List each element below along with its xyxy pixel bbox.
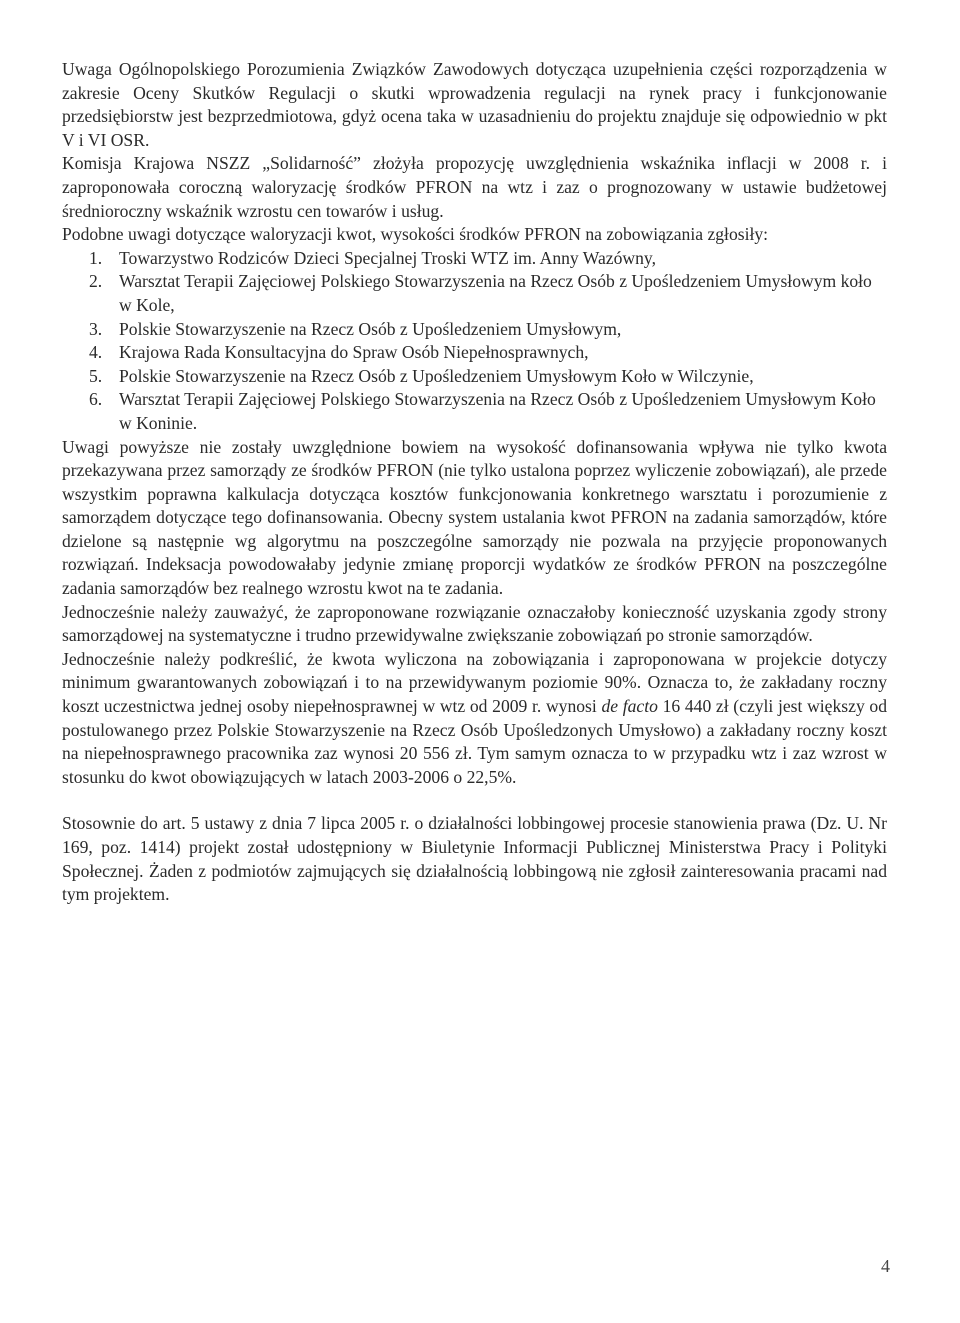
list-item [62,270,887,317]
document-body [62,58,887,907]
defacto-text-after: 16 440 zł (czyli jest większy od postulowanego przez Polskie Stowarzyszenie na Rzecz Osób Upośledzonych Umysłowo) a zakładany roczny koszt na niepełnosprawnego pracownika zaz wynosi 20 556 zł. Tym samym oznacza to w przypadku wtz i zaz wzrost w stosunku do kwot obowiązujących w latach 2003-2006 o 22,5%. [62,696,888,787]
list-item-text: Towarzystwo Rodziców Dzieci Specjalnej Troski WTZ im. Anny Wazówny, [119,247,656,268]
paragraph-local-government-consent: Jednocześnie należy zauważyć, że zaproponowane rozwiązanie oznaczałoby konieczność uzyskania zgody strony samorządowej na systematyczne i trudno przewidywalne zwiększanie zobowiązań po stronie samorządów. [62,601,887,646]
defacto-text-before: Jednocześnie należy podkreślić, że kwota wyliczona na zobowiązania i zaproponowana w projekcie dotyczy minimum gwarantowanych zobowiązań i to na przewidywanym poziomie 90%. Oznacza to, że zakładany roczny koszt uczestnictwa jednej osoby niepełnosprawnej w wtz od 2009 r. wynosi [62,648,887,717]
paragraph-similar-remarks: Podobne uwagi dotyczące waloryzacji kwot, wysokości środków PFRON na zobowiązania zgłosiły: [62,224,769,245]
list-item [62,365,887,389]
list-number: 6. [89,389,103,410]
list-item [62,247,887,271]
defacto-italic: de facto [601,696,658,717]
list-item [62,388,887,435]
list-item [62,341,887,365]
list-number: 3. [89,318,103,339]
list-item-text: Polskie Stowarzyszenie na Rzecz Osób z Upośledzeniem Umysłowym Koło w Wilczynie, [119,365,754,386]
list-item-text: Polskie Stowarzyszenie na Rzecz Osób z Upośledzeniem Umysłowym, [119,318,622,339]
list-number: 1. [89,247,103,268]
paragraph-spacer [62,789,887,812]
list-item [62,318,887,342]
paragraph-opzz-remark: Uwaga Ogólnopolskiego Porozumienia Związków Zawodowych dotycząca uzupełnienia części rozporządzenia w zakresie Oceny Skutków Regulacji o skutki wprowadzenia regulacji na rynek pracy i funkcjonowanie przedsiębiorstw jest bezprzedmiotowa, gdyż ocena taka w uzasadnieniu do projektu znajduje się odpowiednio w pkt V i VI OSR. [62,59,887,150]
list-item-text: Krajowa Rada Konsultacyjna do Spraw Osób Niepełnosprawnych, [119,342,589,363]
list-number: 5. [89,365,103,386]
list-number: 2. [89,271,103,292]
paragraph-solidarnosc-proposal: Komisja Krajowa NSZZ „Solidarność” złożyła propozycję uwzględnienia wskaźnika inflacji w 2008 r. i zaproponowała coroczną waloryzację środków PFRON na wtz i zaz o prognozowany w ustawie budżetowej średnioroczny wskaźnik wzrostu cen towarów i usług. [62,153,887,221]
paragraph-remarks-rejected: Uwagi powyższe nie zostały uwzględnione bowiem na wysokość dofinansowania wpływa nie tylko kwota przekazywana przez samorządy ze środków PFRON (nie tylko ustalona poprzez wyliczenie zobowiązań), ale przede wszystkim poprawna kalkulacja dotycząca kosztów funkcjonowania konkretnego warsztatu i porozumienie z samorządem dotyczące tego dofinansowania. Obecny system ustalania kwot PFRON na zadania samorządów, które dzielone są następnie wg algorytmu na poszczególne samorządy nie pozwala na przyjęcie proponowanych rozwiązań. Indeksacja powodowałaby jedynie zmianę proporcji wydatków ze środków PFRON na poszczególne zadania samorządów bez realnego wzrostu kwot na te zadania. [62,436,887,599]
list-number: 4. [89,342,103,363]
list-item-text: Warsztat Terapii Zajęciowej Polskiego Stowarzyszenia na Rzecz Osób z Upośledzeniem Umysłowym Koło w Koninie. [119,389,876,433]
paragraph-guaranteed-minimum [62,648,887,790]
list-item-text: Warsztat Terapii Zajęciowej Polskiego Stowarzyszenia na Rzecz Osób z Upośledzeniem Umysłowym koło w Kole, [119,271,872,315]
page-number: 4 [881,1256,890,1276]
paragraph-lobbying-statement: Stosownie do art. 5 ustawy z dnia 7 lipca 2005 r. o działalności lobbingowej procesie stanowienia prawa (Dz. U. Nr 169, poz. 1414) projekt został udostępniony w Biuletynie Informacji Publicznej Ministerstwa Pracy i Polityki Społecznej. Żaden z podmiotów zajmujących się działalnością lobbingową nie zgłosił zainteresowania pracami nad tym projektem. [62,813,887,905]
organizations-list [62,247,887,436]
